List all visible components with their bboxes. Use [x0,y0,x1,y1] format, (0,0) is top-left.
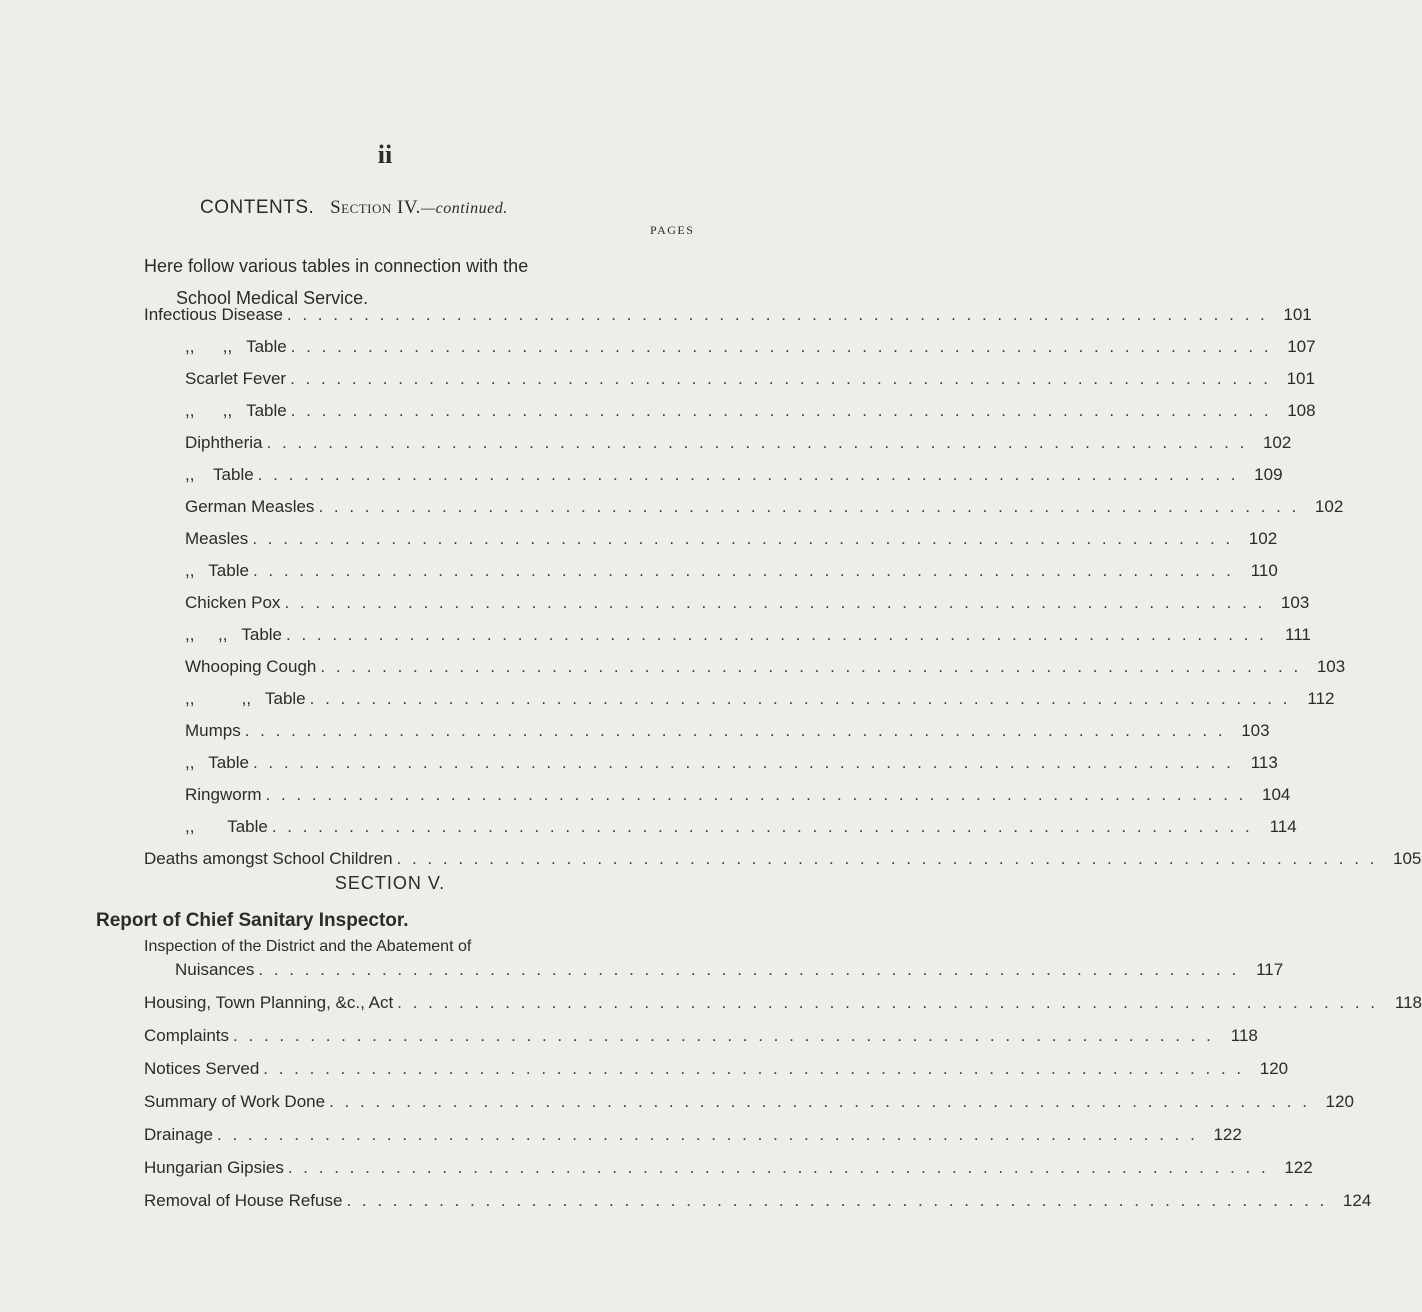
toc-entry-page: 101 [1286,369,1315,388]
toc-entry-page: 103 [1316,657,1346,676]
toc-entry-page: 109 [1254,465,1283,484]
toc-entry-page: 110 [1250,561,1278,580]
toc-entry-page: 102 [1314,497,1344,516]
toc-entry-page: 117 [1256,960,1284,979]
intro-line-1: Here follow various tables in connection with the [144,256,529,276]
dot-leader: . . . . . . . . . . . . . . . . . . . . . . . . . . . . . . . . . . . . . . . . . . . . . . . . . . . . . . . . . . . . . . . . [397,993,1379,1012]
toc-row [185,433,1292,453]
toc-entry-label: Whooping Cough [185,657,317,676]
toc-entry-page: 118 [1394,993,1422,1012]
toc-entry-label: Removal of House Refuse [144,1191,343,1210]
toc-entry-label: Ringworm [185,785,262,804]
toc-entry-page: 101 [1283,305,1312,324]
toc-entry-page: 103 [1241,721,1270,740]
toc-row [175,960,1284,980]
toc-entry-page: 122 [1213,1125,1242,1144]
dot-leader: . . . . . . . . . . . . . . . . . . . . . . . . . . . . . . . . . . . . . . . . . . . . . . . . . . . . . . . . . . . . . . . . [320,657,1302,676]
dot-leader: . . . . . . . . . . . . . . . . . . . . . . . . . . . . . . . . . . . . . . . . . . . . . . . . . . . . . . . . . . . . . . . . [252,529,1234,548]
contents-heading [200,197,508,219]
dot-leader: . . . . . . . . . . . . . . . . . . . . . . . . . . . . . . . . . . . . . . . . . . . . . . . . . . . . . . . . . . . . . . . . [290,369,1271,388]
dot-leader: . . . . . . . . . . . . . . . . . . . . . . . . . . . . . . . . . . . . . . . . . . . . . . . . . . . . . . . . . . . . . . . . [257,465,1239,484]
report-title: Report of Chief Sanitary Inspector. [96,910,409,931]
dot-leader: . . . . . . . . . . . . . . . . . . . . . . . . . . . . . . . . . . . . . . . . . . . . . . . . . . . . . . . . . . . . . . . . [244,721,1226,740]
toc-row [185,401,1316,421]
toc-row [185,497,1344,517]
toc-entry-page: 107 [1287,337,1316,356]
toc-entry-label: Drainage [144,1125,213,1144]
toc-entry-page: 105 [1393,849,1422,868]
toc-entry-label: Summary of Work Done [144,1092,326,1111]
toc-entry-page: 122 [1284,1158,1313,1177]
toc-entry-page: 112 [1307,689,1335,708]
toc-entry-page: 102 [1248,529,1278,548]
toc-entry-label: ,, Table [185,561,249,580]
dot-leader: . . . . . . . . . . . . . . . . . . . . . . . . . . . . . . . . . . . . . . . . . . . . . . . . . . . . . . . . . . . . . . . . [265,785,1247,804]
toc-row [144,1059,1289,1079]
toc-entry-label: ,, Table [185,817,268,836]
toc-entry-label: ,, Table [185,465,254,484]
section-5-title: SECTION V. [334,873,446,893]
toc-entry-label: Infectious Disease [144,305,283,324]
toc-row [185,369,1315,389]
toc-entry-label: Notices Served [144,1059,260,1078]
toc-entry-label: ,, ,, Table [185,689,306,708]
toc-entry-page: 120 [1325,1092,1354,1111]
toc-entry-label: ,, ,, Table [185,625,283,644]
dot-leader: . . . . . . . . . . . . . . . . . . . . . . . . . . . . . . . . . . . . . . . . . . . . . . . . . . . . . . . . . . . . . . . . [286,305,1268,324]
toc-entry-page: 120 [1259,1059,1289,1078]
toc-entry-page: 111 [1285,625,1311,644]
toc-row [185,625,1311,645]
toc-entry-page: 113 [1250,753,1278,772]
toc-row [144,993,1422,1013]
pages-column-label: PAGES [650,223,695,237]
toc-row [185,593,1310,613]
dot-leader: . . . . . . . . . . . . . . . . . . . . . . . . . . . . . . . . . . . . . . . . . . . . . . . . . . . . . . . . . . . . . . . . [284,593,1266,612]
toc-entry-label: Complaints [144,1026,230,1045]
toc-row [144,1191,1372,1211]
page-number: ii [377,140,393,169]
toc-row [185,657,1346,677]
section-label: Section IV. [330,197,421,218]
toc-row [185,721,1270,741]
toc-entry-page: 114 [1269,817,1297,836]
inspection-line-1: Inspection of the District and the Abatement of [144,938,472,955]
toc-entry-page: 108 [1287,401,1316,420]
dot-leader: . . . . . . . . . . . . . . . . . . . . . . . . . . . . . . . . . . . . . . . . . . . . . . . . . . . . . . . . . . . . . . . . [252,561,1234,580]
toc-entry-label: ,, ,, Table [185,401,287,420]
toc-row [185,689,1335,709]
toc-entry-label: Measles [185,529,249,548]
toc-entry-label: ,, Table [185,753,249,772]
dot-leader: . . . . . . . . . . . . . . . . . . . . . . . . . . . . . . . . . . . . . . . . . . . . . . . . . . . . . . . . . . . . . . . . [287,1158,1269,1177]
toc-entry-page: 104 [1262,785,1291,804]
intro-line-2: School Medical Service. [176,288,369,308]
continued-label: —continued. [420,200,508,217]
toc-row [144,1158,1313,1178]
toc-row [144,1125,1242,1145]
toc-entry-label: Nuisances [175,960,255,979]
toc-entry-label: Diphtheria [185,433,263,452]
dot-leader: . . . . . . . . . . . . . . . . . . . . . . . . . . . . . . . . . . . . . . . . . . . . . . . . . . . . . . . . . . . . . . . . [252,753,1234,772]
dot-leader: . . . . . . . . . . . . . . . . . . . . . . . . . . . . . . . . . . . . . . . . . . . . . . . . . . . . . . . . . . . . . . . . [396,849,1378,868]
toc-entry-label: Deaths amongst School Children [144,849,393,868]
dot-leader: . . . . . . . . . . . . . . . . . . . . . . . . . . . . . . . . . . . . . . . . . . . . . . . . . . . . . . . . . . . . . . . . [290,337,1272,356]
dot-leader: . . . . . . . . . . . . . . . . . . . . . . . . . . . . . . . . . . . . . . . . . . . . . . . . . . . . . . . . . . . . . . . . [346,1191,1328,1210]
dot-leader: . . . . . . . . . . . . . . . . . . . . . . . . . . . . . . . . . . . . . . . . . . . . . . . . . . . . . . . . . . . . . . . . [217,1125,1198,1144]
toc-entry-label: Mumps [185,721,241,740]
toc-entry-page: 118 [1230,1026,1258,1045]
dot-leader: . . . . . . . . . . . . . . . . . . . . . . . . . . . . . . . . . . . . . . . . . . . . . . . . . . . . . . . . . . . . . . . . [329,1092,1310,1111]
toc-row [144,1026,1258,1046]
toc-row [144,1092,1354,1112]
dot-leader: . . . . . . . . . . . . . . . . . . . . . . . . . . . . . . . . . . . . . . . . . . . . . . . . . . . . . . . . . . . . . . . . [286,625,1267,644]
toc-row [185,529,1278,549]
toc-row [144,305,1312,325]
toc-entry-label: German Measles [185,497,315,516]
toc-entry-label: Chicken Pox [185,593,281,612]
toc-row [185,785,1291,805]
dot-leader: . . . . . . . . . . . . . . . . . . . . . . . . . . . . . . . . . . . . . . . . . . . . . . . . . . . . . . . . . . . . . . . . [309,689,1291,708]
dot-leader: . . . . . . . . . . . . . . . . . . . . . . . . . . . . . . . . . . . . . . . . . . . . . . . . . . . . . . . . . . . . . . . . [263,1059,1245,1078]
toc-entry-label: Scarlet Fever [185,369,287,388]
dot-leader: . . . . . . . . . . . . . . . . . . . . . . . . . . . . . . . . . . . . . . . . . . . . . . . . . . . . . . . . . . . . . . . . [271,817,1253,836]
toc-entry-label: Housing, Town Planning, &c., Act [144,993,394,1012]
toc-row [185,465,1283,485]
dot-leader: . . . . . . . . . . . . . . . . . . . . . . . . . . . . . . . . . . . . . . . . . . . . . . . . . . . . . . . . . . . . . . . . [266,433,1248,452]
dot-leader: . . . . . . . . . . . . . . . . . . . . . . . . . . . . . . . . . . . . . . . . . . . . . . . . . . . . . . . . . . . . . . . . [258,960,1240,979]
toc-entry-label: ,, ,, Table [185,337,287,356]
toc-entry-page: 103 [1280,593,1310,612]
toc-row [144,849,1422,869]
dot-leader: . . . . . . . . . . . . . . . . . . . . . . . . . . . . . . . . . . . . . . . . . . . . . . . . . . . . . . . . . . . . . . . . [290,401,1272,420]
toc-row [185,817,1297,837]
toc-row [185,561,1278,581]
toc-row [185,337,1316,357]
toc-entry-page: 124 [1342,1191,1372,1210]
dot-leader: . . . . . . . . . . . . . . . . . . . . . . . . . . . . . . . . . . . . . . . . . . . . . . . . . . . . . . . . . . . . . . . . [233,1026,1214,1045]
toc-entry-label: Hungarian Gipsies [144,1158,284,1177]
contents-word: CONTENTS. [200,197,315,218]
dot-leader: . . . . . . . . . . . . . . . . . . . . . . . . . . . . . . . . . . . . . . . . . . . . . . . . . . . . . . . . . . . . . . . . [318,497,1300,516]
toc-entry-page: 102 [1262,433,1292,452]
toc-row [185,753,1278,773]
